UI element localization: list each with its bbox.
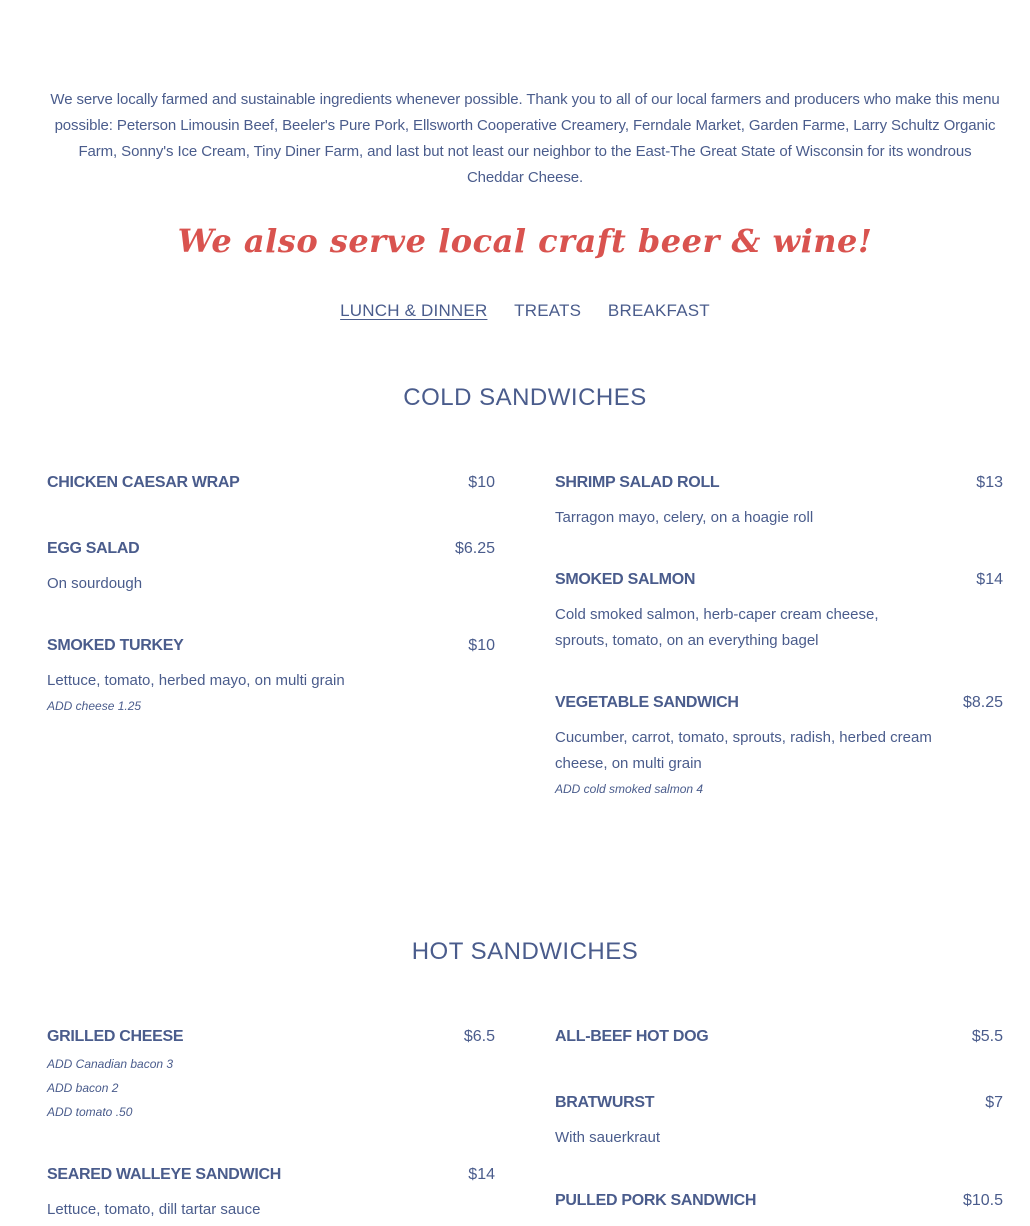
item-addon: ADD cheese 1.25 xyxy=(47,699,142,713)
menu-item xyxy=(555,1192,1003,1216)
item-description: Lettuce, tomato, herbed mayo, on multi grain xyxy=(47,672,345,689)
item-description: Tarragon mayo, celery, on a hoagie roll xyxy=(555,509,814,526)
menu-item xyxy=(555,694,1003,801)
menu-tabs xyxy=(0,301,1030,321)
menu-item xyxy=(47,1166,495,1223)
item-price: $8.25 xyxy=(962,694,1003,711)
section-title-hot: HOT SANDWICHES xyxy=(411,938,639,965)
item-description: Cold smoked salmon, herb-caper cream cheese, sprouts, tomato, on an everything bagel xyxy=(555,606,879,649)
item-price: $13 xyxy=(976,474,1003,491)
menu-item xyxy=(47,540,495,597)
menu-item xyxy=(555,1094,1003,1151)
intro-text: We serve locally farmed and sustainable ingredients whenever possible. Thank you to all of our local farmers and producers who make this menu possible: Peterson Limousin Beef, Beeler's Pure Pork, Ellsworth Cooperative Creamery, Ferndale Market, Garden Farme, Larry Schultz Organic Farm, Sonny's Ice Cream, Tiny Diner Farm, and last but not least our neighbor to the East-The Great State of Wisconsin for its wondrous Cheddar Cheese. xyxy=(50,91,1000,186)
item-name: SMOKED TURKEY xyxy=(47,637,184,654)
menu-item xyxy=(47,1028,495,1124)
item-price: $6.5 xyxy=(463,1028,495,1045)
item-description: Cucumber, carrot, tomato, sprouts, radish, herbed cream cheese, on multi grain xyxy=(555,729,932,772)
item-price: $6.25 xyxy=(454,540,495,557)
item-name: BRATWURST xyxy=(555,1094,655,1111)
item-name: SEARED WALLEYE SANDWICH xyxy=(47,1166,281,1183)
item-name: ALL-BEEF HOT DOG xyxy=(555,1028,709,1045)
item-name: SMOKED SALMON xyxy=(555,571,696,588)
menu-item xyxy=(555,571,1003,654)
item-name: EGG SALAD xyxy=(47,540,140,557)
item-price: $10 xyxy=(468,637,495,654)
item-addon: ADD Canadian bacon 3 xyxy=(47,1057,174,1071)
menu-item xyxy=(47,474,495,498)
item-description: With sauerkraut xyxy=(555,1129,661,1146)
item-price: $10 xyxy=(468,474,495,491)
item-price: $10.5 xyxy=(962,1192,1003,1209)
section-title-cold: COLD SANDWICHES xyxy=(403,384,647,411)
item-name: PULLED PORK SANDWICH xyxy=(555,1192,757,1209)
tab-lunch-dinner[interactable]: LUNCH & DINNER xyxy=(340,301,488,320)
tab-breakfast[interactable]: BREAKFAST xyxy=(607,301,710,320)
menu-item xyxy=(47,637,495,718)
item-description: Lettuce, tomato, dill tartar sauce xyxy=(47,1201,261,1218)
item-name: SHRIMP SALAD ROLL xyxy=(555,474,720,491)
item-addon: ADD cold smoked salmon 4 xyxy=(555,782,704,796)
item-description: On sourdough xyxy=(47,575,143,592)
tagline: We also serve local craft beer & wine! xyxy=(177,222,873,260)
item-addon: ADD bacon 2 xyxy=(47,1081,119,1095)
item-price: $5.5 xyxy=(971,1028,1003,1045)
item-price: $7 xyxy=(985,1094,1003,1111)
menu-item xyxy=(555,474,1003,531)
item-name: GRILLED CHEESE xyxy=(47,1028,184,1045)
tab-treats[interactable]: TREATS xyxy=(514,301,582,320)
item-name: CHICKEN CAESAR WRAP xyxy=(47,474,240,491)
item-addon: ADD tomato .50 xyxy=(47,1105,133,1119)
item-price: $14 xyxy=(976,571,1003,588)
item-price: $14 xyxy=(468,1166,495,1183)
item-name: VEGETABLE SANDWICH xyxy=(555,694,739,711)
menu-item xyxy=(555,1028,1003,1052)
